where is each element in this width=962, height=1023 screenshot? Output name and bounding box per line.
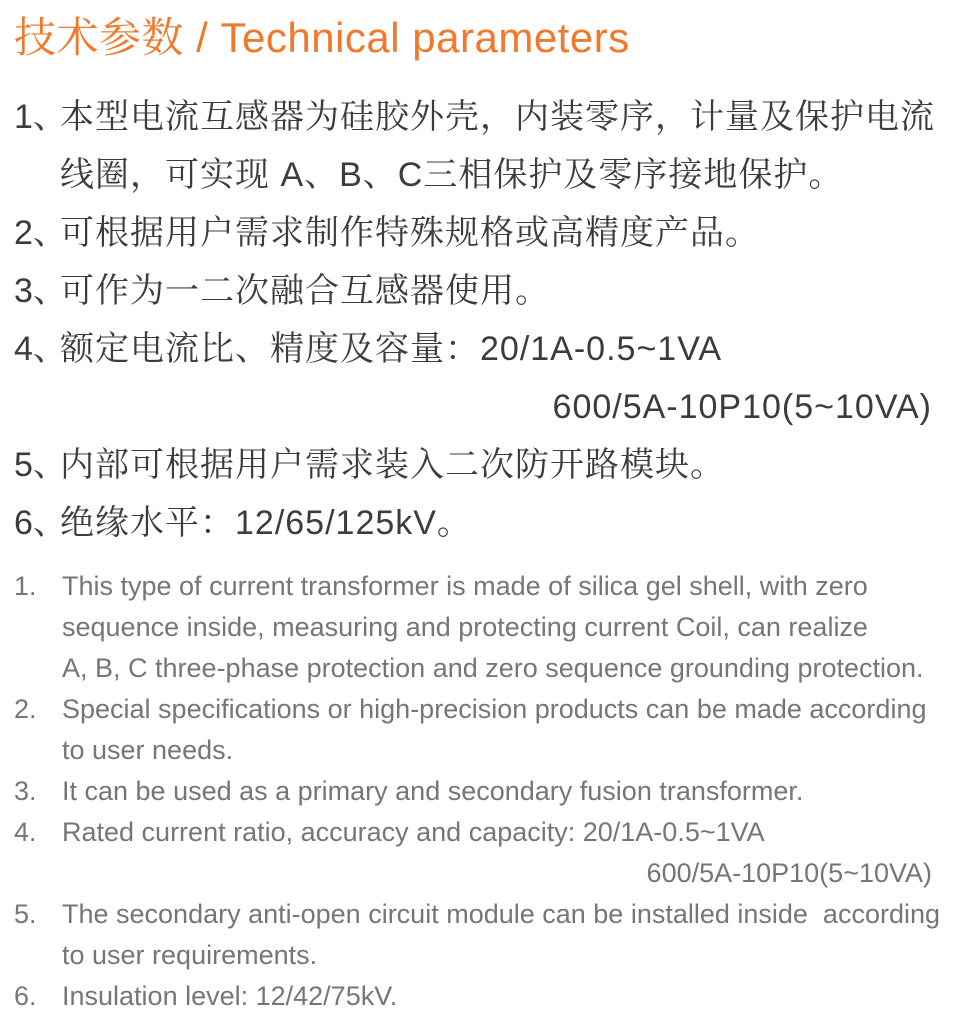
en-item-2-text (62, 689, 948, 771)
cn-item-6-text (60, 494, 948, 552)
cn-item-3-number: 3、 (14, 272, 67, 310)
en-item-3-text (62, 771, 948, 812)
en-item-5-line-2: to user requirements. (62, 940, 318, 970)
en-item-3-number: 3. (14, 776, 37, 806)
cn-item-1 (14, 88, 948, 204)
en-item-1-text (62, 566, 948, 689)
cn-item-1-line-1: 本型电流互感器为硅胶外壳，内装零序，计量及保护电流 (60, 98, 935, 136)
en-item-4-number: 4. (14, 817, 37, 847)
cn-item-3-text (60, 262, 948, 320)
cn-item-4-text (60, 320, 948, 436)
en-item-5 (14, 894, 948, 976)
en-item-5-text (62, 894, 948, 976)
en-item-1-number: 1. (14, 571, 37, 601)
en-item-6-number: 6. (14, 981, 37, 1011)
cn-item-5 (14, 436, 948, 494)
en-item-6 (14, 976, 948, 1017)
en-item-2 (14, 689, 948, 771)
en-item-1 (14, 566, 948, 689)
en-item-3 (14, 771, 948, 812)
cn-item-1-text (60, 88, 948, 204)
cn-item-6-line-1: 绝缘水平：12/65/125kV。 (60, 504, 472, 542)
en-item-4-text (62, 812, 948, 894)
en-item-4-continuation: 600/5A-10P10(5~10VA) (646, 858, 932, 888)
en-item-4-line-1: Rated current ratio, accuracy and capacity: 20/1A-0.5~1VA (62, 817, 765, 847)
en-item-2-number: 2. (14, 694, 37, 724)
en-item-4 (14, 812, 948, 894)
cn-item-4-line-1: 额定电流比、精度及容量：20/1A-0.5~1VA (60, 330, 723, 368)
cn-item-2 (14, 204, 948, 262)
en-item-2-line-1: Special specifications or high-precision products can be made according (62, 694, 927, 724)
en-item-1-line-1: This type of current transformer is made of silica gel shell, with zero (62, 571, 868, 601)
en-item-3-line-1: It can be used as a primary and secondary fusion transformer. (62, 776, 804, 806)
cn-item-5-text (60, 436, 948, 494)
en-item-6-line-1: Insulation level: 12/42/75kV. (62, 981, 398, 1011)
cn-item-6 (14, 494, 948, 552)
cn-item-1-line-2: 线圈，可实现 A、B、C三相保护及零序接地保护。 (60, 156, 844, 194)
en-item-6-text (62, 976, 948, 1017)
cn-item-2-line-1: 可根据用户需求制作特殊规格或高精度产品。 (60, 214, 760, 252)
english-parameter-list (14, 566, 948, 1017)
cn-item-5-line-1: 内部可根据用户需求装入二次防开路模块。 (60, 446, 725, 484)
en-item-5-number: 5. (14, 899, 37, 929)
cn-item-2-number: 2、 (14, 214, 67, 252)
en-item-2-line-2: to user needs. (62, 735, 234, 765)
en-item-1-line-3: A, B, C three-phase protection and zero sequence grounding protection. (62, 653, 924, 683)
en-item-1-line-2: sequence inside, measuring and protecting current Coil, can realize (62, 612, 868, 642)
page-title: 技术参数 / Technical parameters (14, 14, 630, 61)
cn-item-2-text (60, 204, 948, 262)
cn-item-1-number: 1、 (14, 98, 67, 136)
cn-item-3 (14, 262, 948, 320)
en-item-5-line-1: The secondary anti-open circuit module can be installed inside according (62, 899, 941, 929)
cn-item-6-number: 6、 (14, 504, 67, 542)
chinese-parameter-list (14, 88, 948, 552)
cn-item-5-number: 5、 (14, 446, 67, 484)
cn-item-4-continuation: 600/5A-10P10(5~10VA) (552, 388, 932, 426)
cn-item-3-line-1: 可作为一二次融合互感器使用。 (60, 272, 550, 310)
cn-item-4 (14, 320, 948, 436)
cn-item-4-number: 4、 (14, 330, 67, 368)
